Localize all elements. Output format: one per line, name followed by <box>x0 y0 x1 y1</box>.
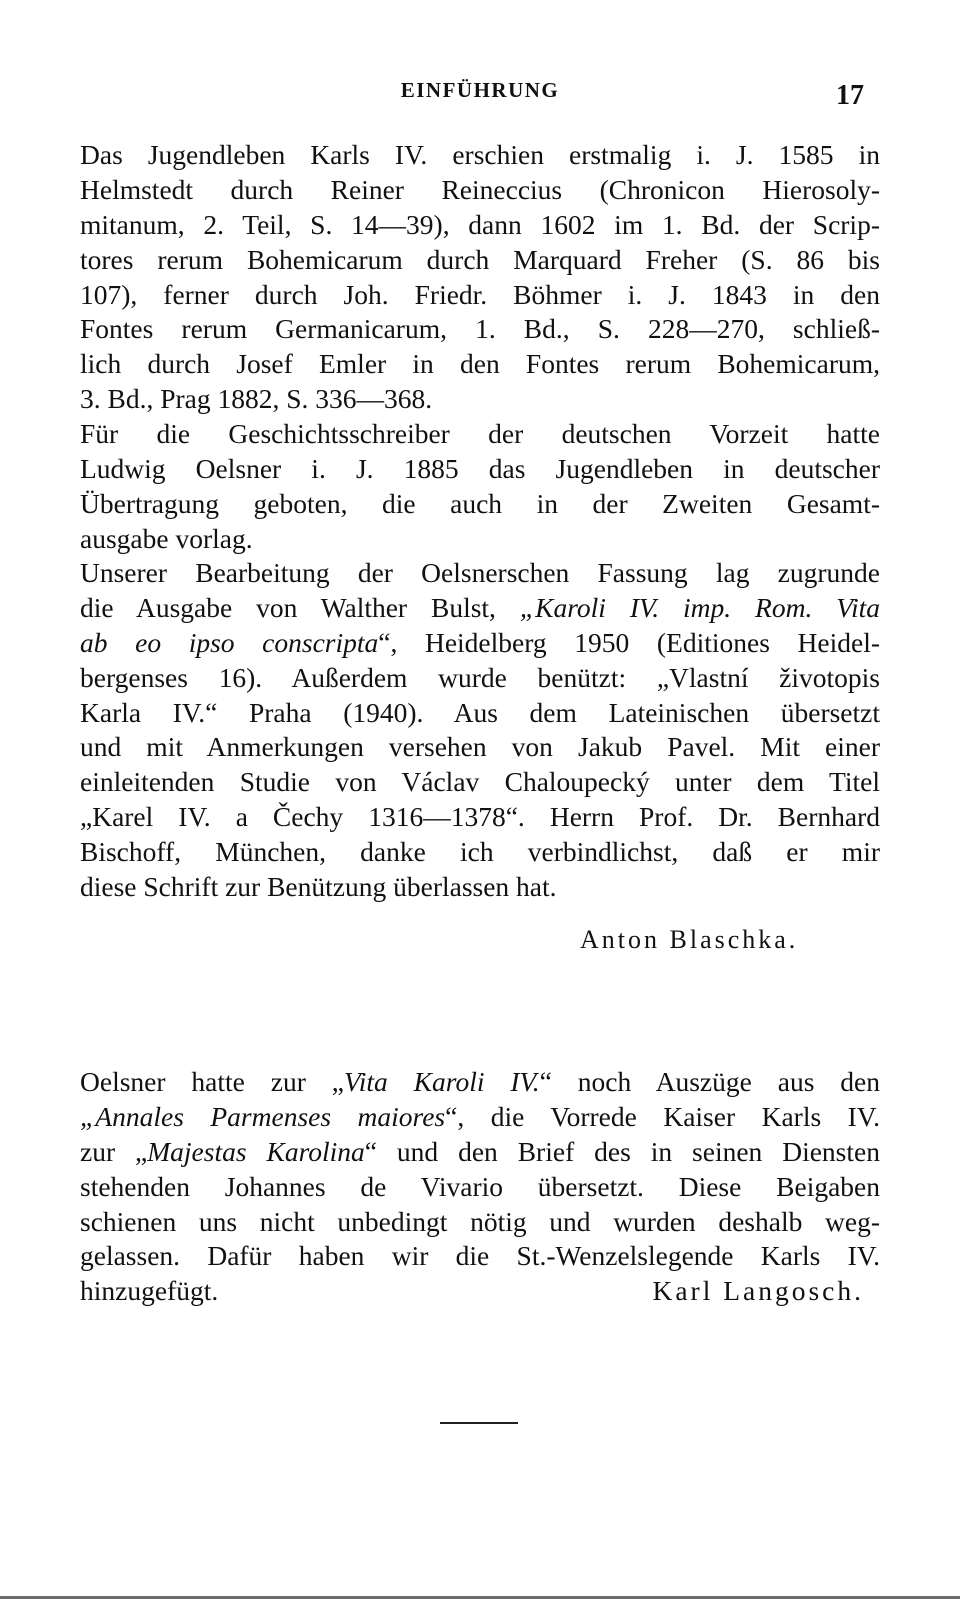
text-line: Für die Geschichtsschreiber der deutschen Vorzeit hatte <box>80 418 880 449</box>
signature-blaschka: Anton Blaschka. <box>580 925 799 954</box>
text-line: Ludwig Oelsner i. J. 1885 das Jugendleben in deutscher <box>80 452 880 484</box>
text-run: zur „ <box>80 1135 148 1167</box>
text-line <box>80 1065 880 1100</box>
paragraph-omissions <box>80 1065 880 1309</box>
paragraph-oelsner-translation <box>80 417 880 557</box>
text-line <box>80 1274 880 1309</box>
text-line: Karla IV.“ Praha (1940). Aus dem Lateinischen übersetzt <box>80 696 880 728</box>
text-line <box>80 1100 880 1135</box>
text-line: Übertragung geboten, die auch in der Zweiten Gesamt- <box>80 487 880 519</box>
text-line: einleitenden Studie von Václav Chaloupecký unter dem Titel <box>80 766 880 798</box>
text-run: “, Heidelberg 1950 (Editiones Heidel- <box>378 626 880 658</box>
text-line: und mit Anmerkungen versehen von Jakub Pavel. Mit einer <box>80 731 880 763</box>
text-run: “ und den Brief des in seinen Diensten <box>364 1135 880 1167</box>
text-line: Bischoff, München, danke ich verbindlichst, daß er mir <box>80 836 880 868</box>
text-line: lich durch Josef Emler in den Fontes rerum Bohemicarum, <box>80 348 880 380</box>
paragraph-first-editions <box>80 138 880 417</box>
text-line: gelassen. Dafür haben wir die St.-Wenzelslegende Karls IV. <box>80 1240 880 1272</box>
text-line <box>80 626 880 661</box>
text-run: “, die Vorrede Kaiser Karls IV. <box>445 1100 881 1132</box>
signature-langosch: Karl Langosch. <box>652 1275 864 1307</box>
end-rule <box>440 1422 518 1424</box>
text-run: die Ausgabe von Walther Bulst, <box>80 591 520 623</box>
text-line: Fontes rerum Germanicarum, 1. Bd., S. 228—270, schließ- <box>80 313 880 345</box>
italic-title: Majestas Karolina <box>147 1135 365 1167</box>
text-run: “ noch Auszüge aus den <box>539 1066 880 1097</box>
text-line: ausgabe vorlag. <box>80 522 253 554</box>
text-run: Oelsner hatte zur „ <box>80 1066 344 1097</box>
text-line <box>80 1135 880 1170</box>
running-title: EINFÜHRUNG <box>400 78 560 102</box>
text-line: „Karel IV. a Čechy 1316—1378“. Herrn Prof. Dr. Bernhard <box>80 801 880 833</box>
text-line: 3. Bd., Prag 1882, S. 336—368. <box>80 383 433 415</box>
italic-title: Vita Karoli IV. <box>343 1066 540 1097</box>
text-line: mitanum, 2. Teil, S. 14—39), dann 1602 im 1. Bd. der Scrip- <box>80 208 880 240</box>
text-line: Unserer Bearbeitung der Oelsnerschen Fassung lag zugrunde <box>80 557 880 588</box>
text-line: diese Schrift zur Benützung überlassen hat. <box>80 871 557 903</box>
text-line: schienen uns nicht unbedingt nötig und wurden deshalb weg- <box>80 1205 880 1237</box>
paragraph-sources <box>80 556 880 905</box>
text-line: bergenses 16). Außerdem wurde benützt: „Vlastní životopis <box>80 661 880 693</box>
page-number: 17 <box>836 80 864 111</box>
text-line <box>80 591 880 626</box>
text-line: Das Jugendleben Karls IV. erschien erstmalig i. J. 1585 in <box>80 139 880 170</box>
text-line: Helmstedt durch Reiner Reineccius (Chronicon Hierosoly- <box>80 173 880 205</box>
text-run: hinzugefügt. <box>80 1275 219 1307</box>
text-line: stehenden Johannes de Vivario übersetzt. Diese Beigaben <box>80 1170 880 1202</box>
text-line: 107), ferner durch Joh. Friedr. Böhmer i. J. 1843 in den <box>80 278 880 310</box>
italic-title: „Karoli IV. imp. Rom. Vita <box>519 591 881 623</box>
italic-title: „Annales Parmenses maiores <box>80 1100 446 1132</box>
text-line: tores rerum Bohemicarum durch Marquard Freher (S. 86 bis <box>80 243 880 275</box>
italic-title: ab eo ipso conscripta <box>80 626 379 658</box>
